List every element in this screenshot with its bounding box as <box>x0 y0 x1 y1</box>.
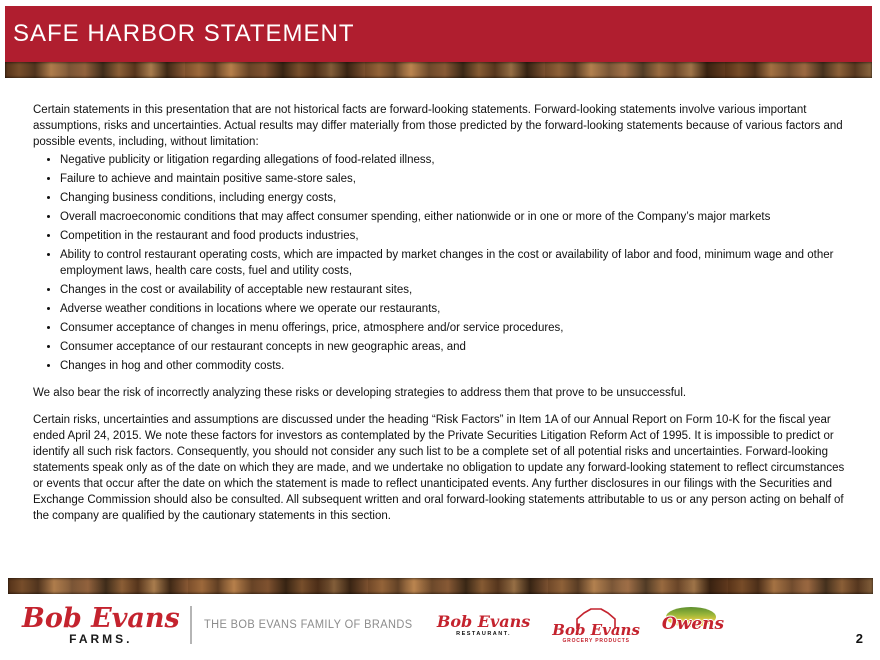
wood-bottom-strip <box>8 578 873 594</box>
list-item: • Competition in the restaurant and food products industries, <box>60 228 847 244</box>
risk-factors-list <box>33 152 847 374</box>
owens-logo <box>661 605 725 645</box>
footer-divider <box>190 606 192 644</box>
grocery-label: GROCERY PRODUCTS <box>562 638 630 644</box>
list-item: • Changes in hog and other commodity costs. <box>60 358 847 374</box>
grocery-script-text: Bob Evans <box>552 621 640 639</box>
list-item: • Negative publicity or litigation regarding allegations of food-related illness, <box>60 152 847 168</box>
list-item: • Consumer acceptance of changes in menu offerings, price, atmosphere and/or service procedures, <box>60 320 847 336</box>
list-item: • Consumer acceptance of our restaurant concepts in new geographic areas, and <box>60 339 847 355</box>
intro-paragraph: Certain statements in this presentation that are not historical facts are forward-looking statements. Forward-looking statements involve various important assumptions, risks and uncertainties. Actual results may differ materially from those predicted by the forward-looking statements because of various factors and possible events, including, without limitation: <box>33 104 843 148</box>
note-paragraph: We also bear the risk of incorrectly analyzing these risks or developing strategies to address them that prove to be unsuccessful. <box>33 387 687 399</box>
page-number: 2 <box>855 631 863 646</box>
list-item: • Failure to achieve and maintain positive same-store sales, <box>60 171 847 187</box>
list-item: • Ability to control restaurant operating costs, which are impacted by market changes in the cost or availability of labor and food, minimum wage and other employment laws, health care costs, fuel and utility costs, <box>60 247 847 279</box>
farms-label: FARMS. <box>69 631 133 646</box>
wood-top-strip <box>5 62 872 78</box>
family-of-brands-tagline: THE BOB EVANS FAMILY OF BRANDS <box>203 619 413 631</box>
list-item: • Changing business conditions, including energy costs, <box>60 190 847 206</box>
list-item: • Changes in the cost or availability of acceptable new restaurant sites, <box>60 282 847 298</box>
list-item: • Overall macroeconomic conditions that may affect consumer spending, either nationwide or in one or more of the Company’s major markets <box>60 209 847 225</box>
footer-brand-bar <box>22 598 725 652</box>
bob-evans-grocery-logo <box>552 606 640 644</box>
farms-script-text: Bob Evans <box>22 602 180 634</box>
slide-title: SAFE HARBOR STATEMENT <box>13 20 355 47</box>
owens-script-text: Owens <box>661 614 725 634</box>
slide-body <box>33 102 847 524</box>
restaurant-script-text: Bob Evans <box>436 611 531 631</box>
list-item: • Adverse weather conditions in locations where we operate our restaurants, <box>60 301 847 317</box>
restaurant-label: RESTAURANT. <box>456 630 512 637</box>
disclosure-paragraph: Certain risks, uncertainties and assumptions are discussed under the heading “Risk Factors” in Item 1A of our Annual Report on Form 10-K for the fiscal year ended April 24, 2015. We note these factors for investors as contemplated by the Private Securities Litigation Reform Act of 1995. It is impossible to predict or identify all such risk factors. Consequently, you should not consider any such list to be a complete set of all potential risks and uncertainties. Forward-looking statements speak only as of the date on which they are made, and we undertake no obligation to update any forward-looking statement to reflect circumstances or events that occur after the date on which the statement is made to reflect unanticipated events. Any further disclosures in our filings with the Securities and Exchange Commission should also be consulted. All subsequent written and oral forward-looking statements attributable to us or any person acting on behalf of the company are qualified by the cautionary statements in this section. <box>33 414 845 522</box>
header-bar <box>5 6 872 62</box>
bob-evans-farms-logo <box>22 602 180 646</box>
bob-evans-restaurant-logo <box>436 611 531 637</box>
